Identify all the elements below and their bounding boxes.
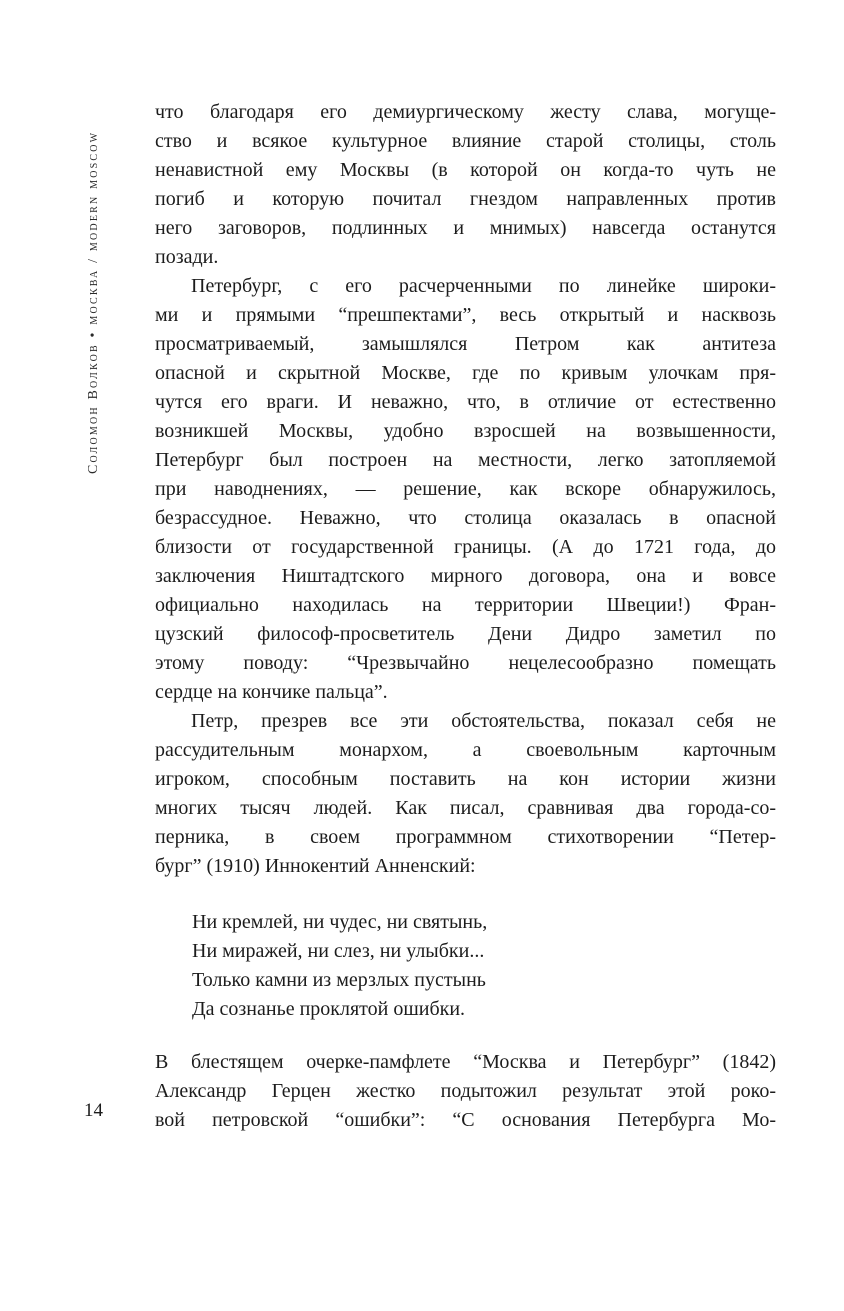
text-line: бург” (1910) Иннокентий Анненский: [155,855,476,877]
text-line: перника, в своем программном стихотворении “Петер- [155,826,776,848]
page-number: 14 [84,1100,103,1121]
text-line: Ни миражей, ни слез, ни улыбки... [192,940,485,962]
text-line: Александр Герцен жестко подытожил результат этой роко- [155,1080,776,1102]
text-line: заключения Ништадтского мирного договора, она и вовсе [155,565,776,587]
text-line: официально находилась на территории Швеции!) Фран- [155,594,776,616]
text-line: Только камни из мерзлых пустынь [192,969,486,991]
text-line: ненавистной ему Москвы (в которой он когда-то чуть не [155,159,776,181]
verse-quote [192,908,776,1024]
text-line: Петербург был построен на местности, легко затопляемой [155,449,776,471]
text-line: игроком, способным поставить на кон истории жизни [155,768,776,790]
paragraph [155,1048,776,1135]
text-line: В блестящем очерке-памфлете “Москва и Петербург” (1842) [155,1051,776,1073]
paragraph [155,272,776,707]
text-line: Петербург, с его расчерченными по линейке широки- [191,275,776,297]
running-title: Соломон Волков • москва / modern moscow [86,130,101,474]
text-line: что благодаря его демиургическому жесту слава, могуще- [155,101,776,123]
paragraph [155,707,776,881]
text-line: при наводнениях, — решение, как вскоре обнаружилось, [155,478,776,500]
text-line: позади. [155,246,219,268]
text-line: Петр, презрев все эти обстоятельства, показал себя не [191,710,776,732]
paragraph [155,98,776,272]
text-line: просматриваемый, замышлялся Петром как антитеза [155,333,776,355]
text-line: многих тысяч людей. Как писал, сравнивая два города-со- [155,797,776,819]
text-line: цузский философ-просветитель Дени Дидро заметил по [155,623,776,645]
text-line: близости от государственной границы. (А до 1721 года, до [155,536,776,558]
text-line: чутся его враги. И неважно, что, в отличие от естественно [155,391,776,413]
text-line: ство и всякое культурное влияние старой столицы, столь [155,130,776,152]
text-line: Ни кремлей, ни чудес, ни святынь, [192,911,488,933]
text-column [155,98,776,1135]
text-line: опасной и скрытной Москве, где по кривым улочкам пря- [155,362,776,384]
text-line: безрассудное. Неважно, что столица оказалась в опасной [155,507,776,529]
text-line: возникшей Москвы, удобно взросшей на возвышенности, [155,420,776,442]
text-line: вой петровской “ошибки”: “С основания Петербурга Мо- [155,1109,776,1131]
text-line: Да сознанье проклятой ошибки. [192,998,466,1020]
text-line: этому поводу: “Чрезвычайно нецелесообразно помещать [155,652,776,674]
text-line: сердце на кончике пальца”. [155,681,388,703]
text-line: ми и прямыми “прешпектами”, весь открытый и насквозь [155,304,776,326]
text-line: него заговоров, подлинных и мнимых) навсегда останутся [155,217,776,239]
text-line: погиб и которую почитал гнездом направленных против [155,188,776,210]
text-line: рассудительным монархом, а своевольным карточным [155,739,776,761]
